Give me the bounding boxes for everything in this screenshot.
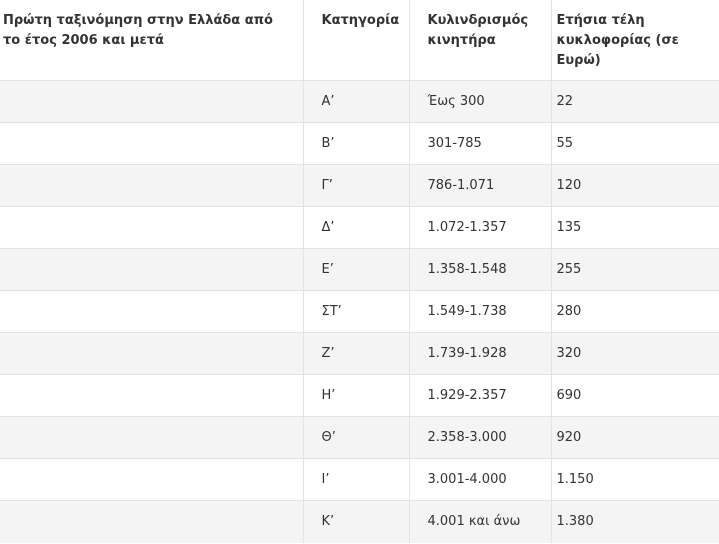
- cell-annual-fee: 280: [551, 291, 719, 333]
- cell-category: Γ’: [303, 165, 409, 207]
- cell-category: Ζ’: [303, 333, 409, 375]
- cell-annual-fee: 320: [551, 333, 719, 375]
- cell-engine-displacement: 301-785: [409, 123, 551, 165]
- table-header: [0, 0, 719, 81]
- cell-category: Β’: [303, 123, 409, 165]
- header-engine-displacement: Κυλινδρισμός κινητήρα: [409, 0, 551, 81]
- cell-engine-displacement: 1.358-1.548: [409, 249, 551, 291]
- cell-engine-displacement: Έως 300: [409, 81, 551, 123]
- cell-annual-fee: 690: [551, 375, 719, 417]
- table-row: [0, 81, 719, 123]
- cell-engine-displacement: 1.929-2.357: [409, 375, 551, 417]
- cell-category: Θ’: [303, 417, 409, 459]
- cell-engine-displacement: 786-1.071: [409, 165, 551, 207]
- header-registration-period: Πρώτη ταξινόμηση στην Ελλάδα από το έτος 2006 και μετά: [0, 0, 303, 81]
- cell-engine-displacement: 4.001 και άνω: [409, 501, 551, 543]
- cell-annual-fee: 1.380: [551, 501, 719, 543]
- cell-category: Ε’: [303, 249, 409, 291]
- cell-engine-displacement: 2.358-3.000: [409, 417, 551, 459]
- cell-category: Κ’: [303, 501, 409, 543]
- cell-annual-fee: 55: [551, 123, 719, 165]
- cell-category: ΣΤ’: [303, 291, 409, 333]
- cell-annual-fee: 920: [551, 417, 719, 459]
- cell-annual-fee: 255: [551, 249, 719, 291]
- table-body: [0, 81, 719, 543]
- cell-engine-displacement: 1.739-1.928: [409, 333, 551, 375]
- cell-category: Δ’: [303, 207, 409, 249]
- table-row: [0, 501, 719, 543]
- cell-registration-period: [0, 333, 303, 375]
- table-row: [0, 375, 719, 417]
- cell-annual-fee: 1.150: [551, 459, 719, 501]
- header-category: Κατηγορία: [303, 0, 409, 81]
- cell-registration-period: [0, 417, 303, 459]
- header-row: [0, 0, 719, 81]
- table-row: [0, 333, 719, 375]
- table-row: [0, 249, 719, 291]
- cell-registration-period: [0, 81, 303, 123]
- cell-engine-displacement: 1.549-1.738: [409, 291, 551, 333]
- table-row: [0, 459, 719, 501]
- cell-registration-period: [0, 123, 303, 165]
- cell-annual-fee: 135: [551, 207, 719, 249]
- cell-registration-period: [0, 375, 303, 417]
- cell-registration-period: [0, 459, 303, 501]
- table-row: [0, 165, 719, 207]
- table-row: [0, 207, 719, 249]
- cell-engine-displacement: 1.072-1.357: [409, 207, 551, 249]
- cell-registration-period: [0, 165, 303, 207]
- cell-category: Ι’: [303, 459, 409, 501]
- cell-registration-period: [0, 207, 303, 249]
- cell-registration-period: [0, 501, 303, 543]
- cell-engine-displacement: 3.001-4.000: [409, 459, 551, 501]
- cell-registration-period: [0, 249, 303, 291]
- cell-category: Η’: [303, 375, 409, 417]
- table-row: [0, 123, 719, 165]
- cell-annual-fee: 22: [551, 81, 719, 123]
- table-row: [0, 417, 719, 459]
- cell-category: Α’: [303, 81, 409, 123]
- cell-registration-period: [0, 291, 303, 333]
- header-annual-fee: Ετήσια τέλη κυκλοφορίας (σε Ευρώ): [551, 0, 719, 81]
- cell-annual-fee: 120: [551, 165, 719, 207]
- table-row: [0, 291, 719, 333]
